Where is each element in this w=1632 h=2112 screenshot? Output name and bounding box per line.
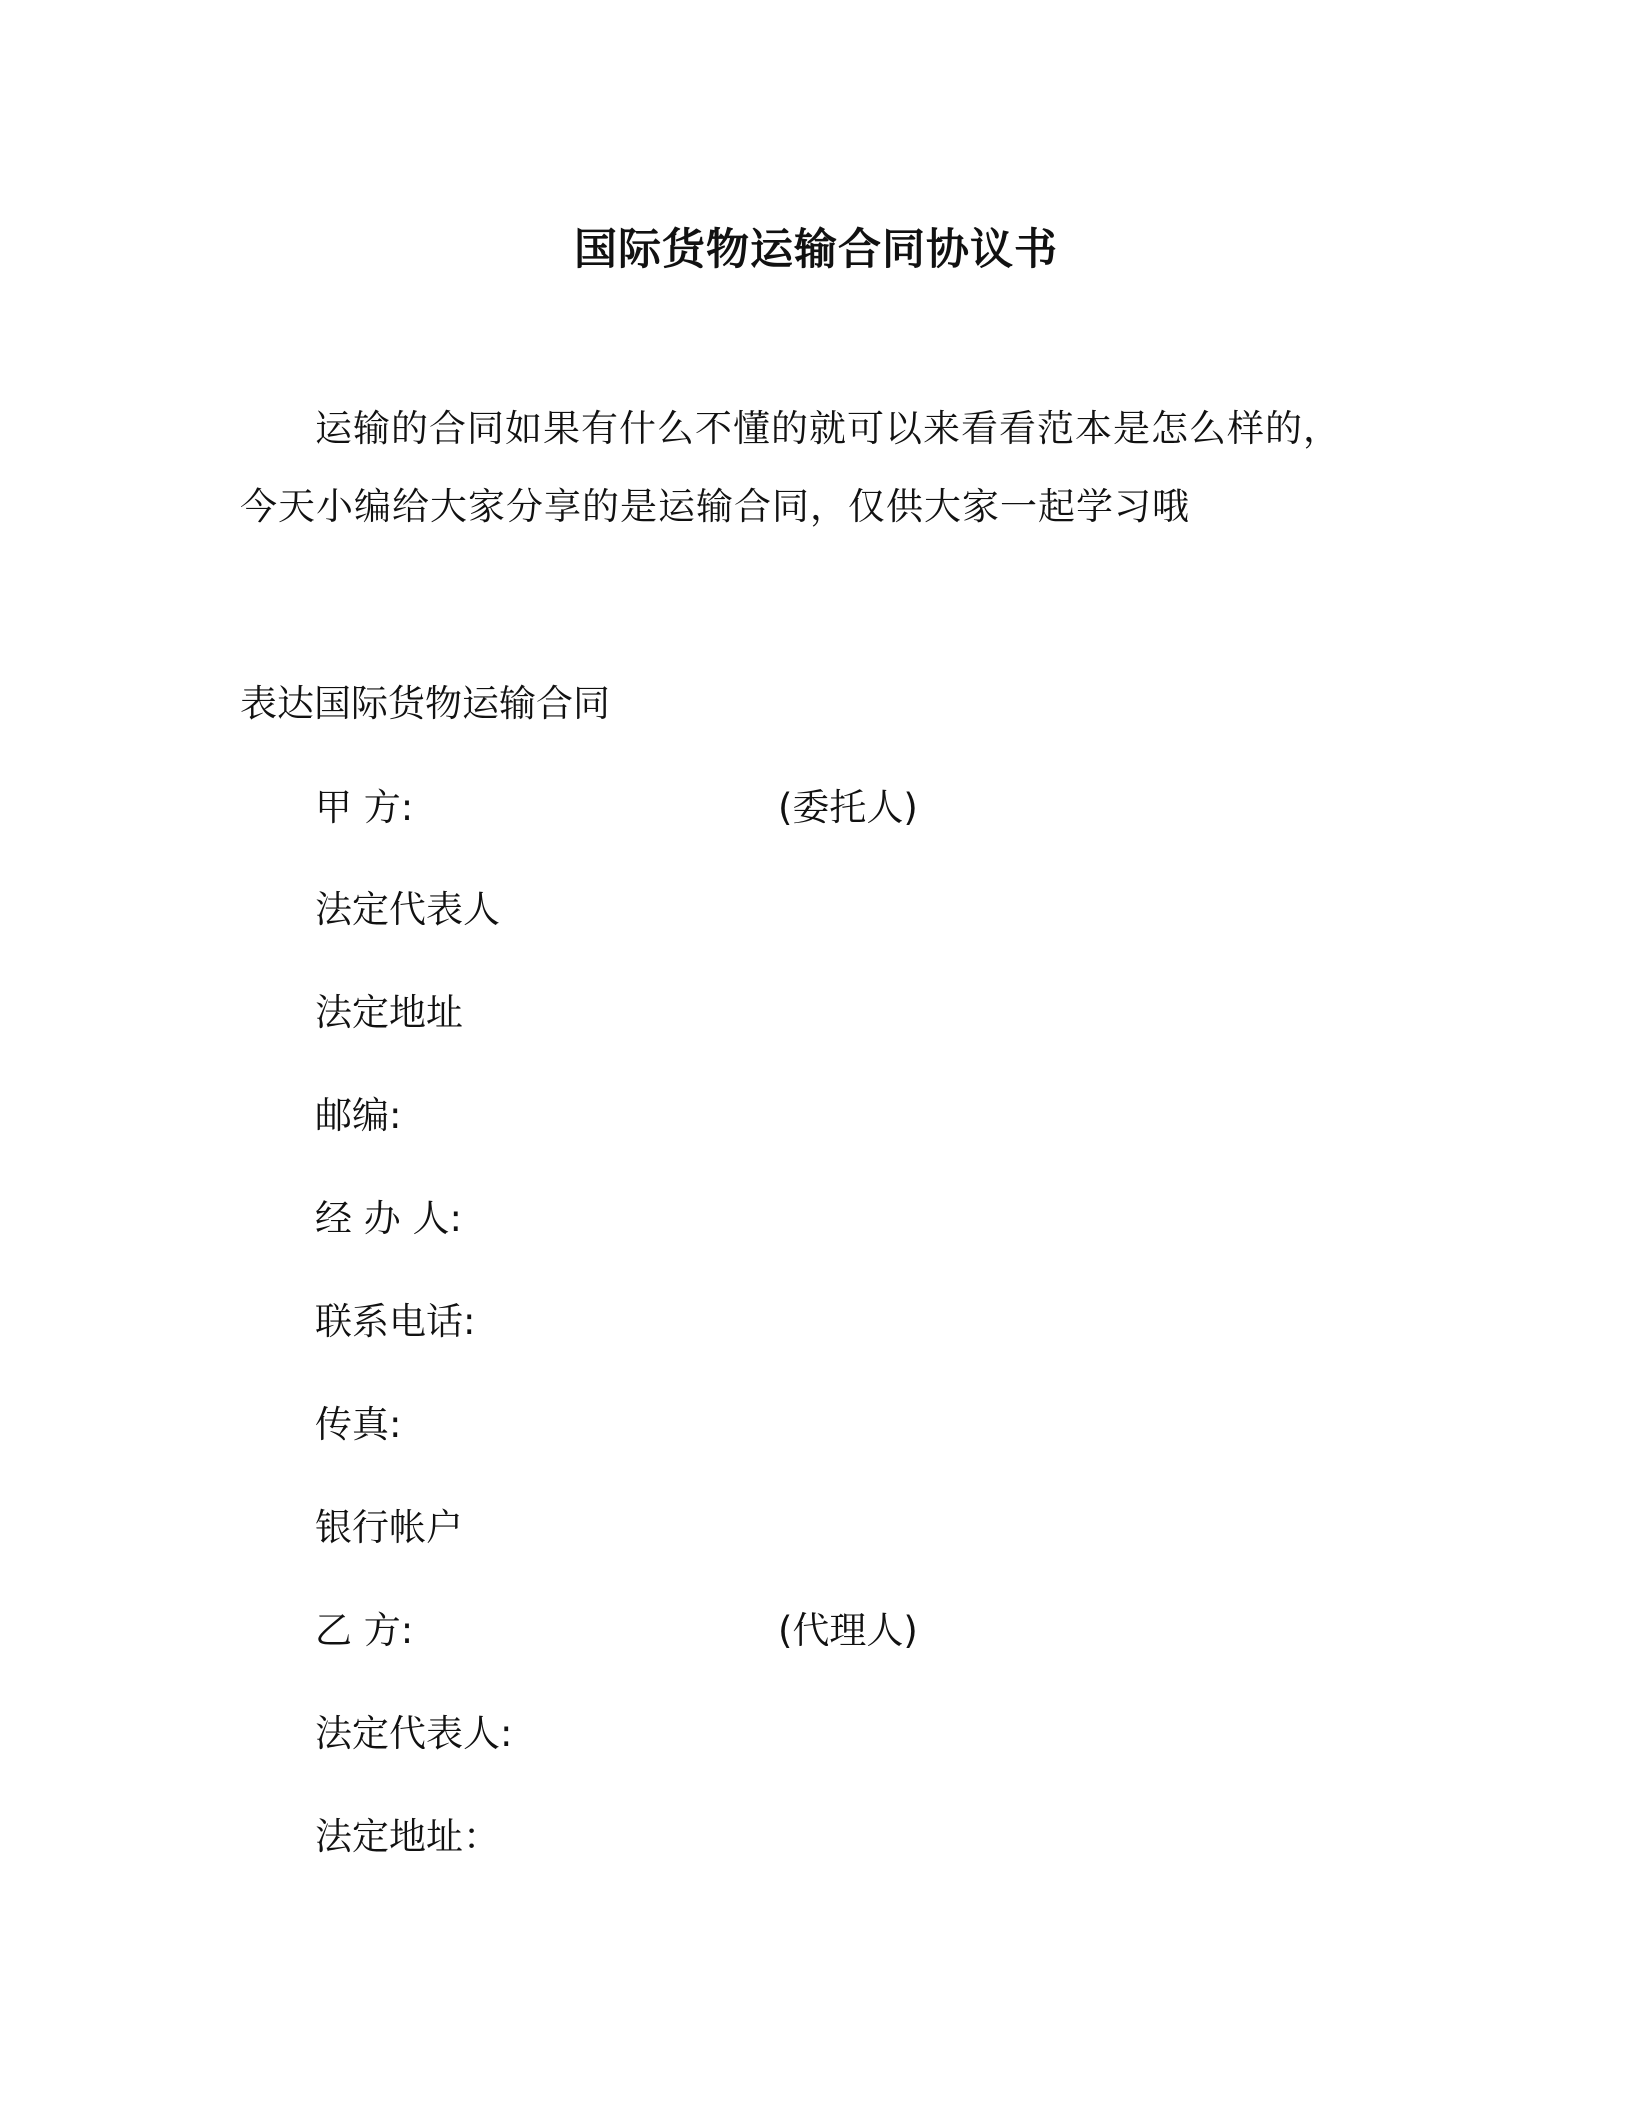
party-a-label: 甲 方: xyxy=(315,786,414,829)
party-a-bank-account: 银行帐户 xyxy=(315,1506,463,1549)
party-a-handler: 经 办 人: xyxy=(315,1197,462,1240)
intro-paragraph: 运输的合同如果有什么不懂的就可以来看看范本是怎么样的，今天小编给大家分享的是运输合同，仅供大家一起学习哦 xyxy=(240,407,1341,528)
document-title: 国际货物运输合同协议书 xyxy=(574,225,1058,275)
party-a-postcode: 邮编: xyxy=(315,1094,402,1137)
party-a-phone: 联系电话: xyxy=(315,1300,476,1343)
section-heading: 表达国际货物运输合同 xyxy=(240,682,610,725)
party-a-role: (委托人) xyxy=(778,786,918,829)
party-b-legal-address: 法定地址： xyxy=(315,1815,500,1858)
party-a-legal-address: 法定地址 xyxy=(315,991,463,1034)
party-b-label: 乙 方: xyxy=(315,1609,414,1652)
party-a-legal-representative: 法定代表人 xyxy=(315,888,500,931)
party-a-fax: 传真: xyxy=(315,1403,402,1446)
party-b-legal-representative: 法定代表人: xyxy=(315,1712,513,1755)
party-b-role: (代理人) xyxy=(778,1609,918,1652)
